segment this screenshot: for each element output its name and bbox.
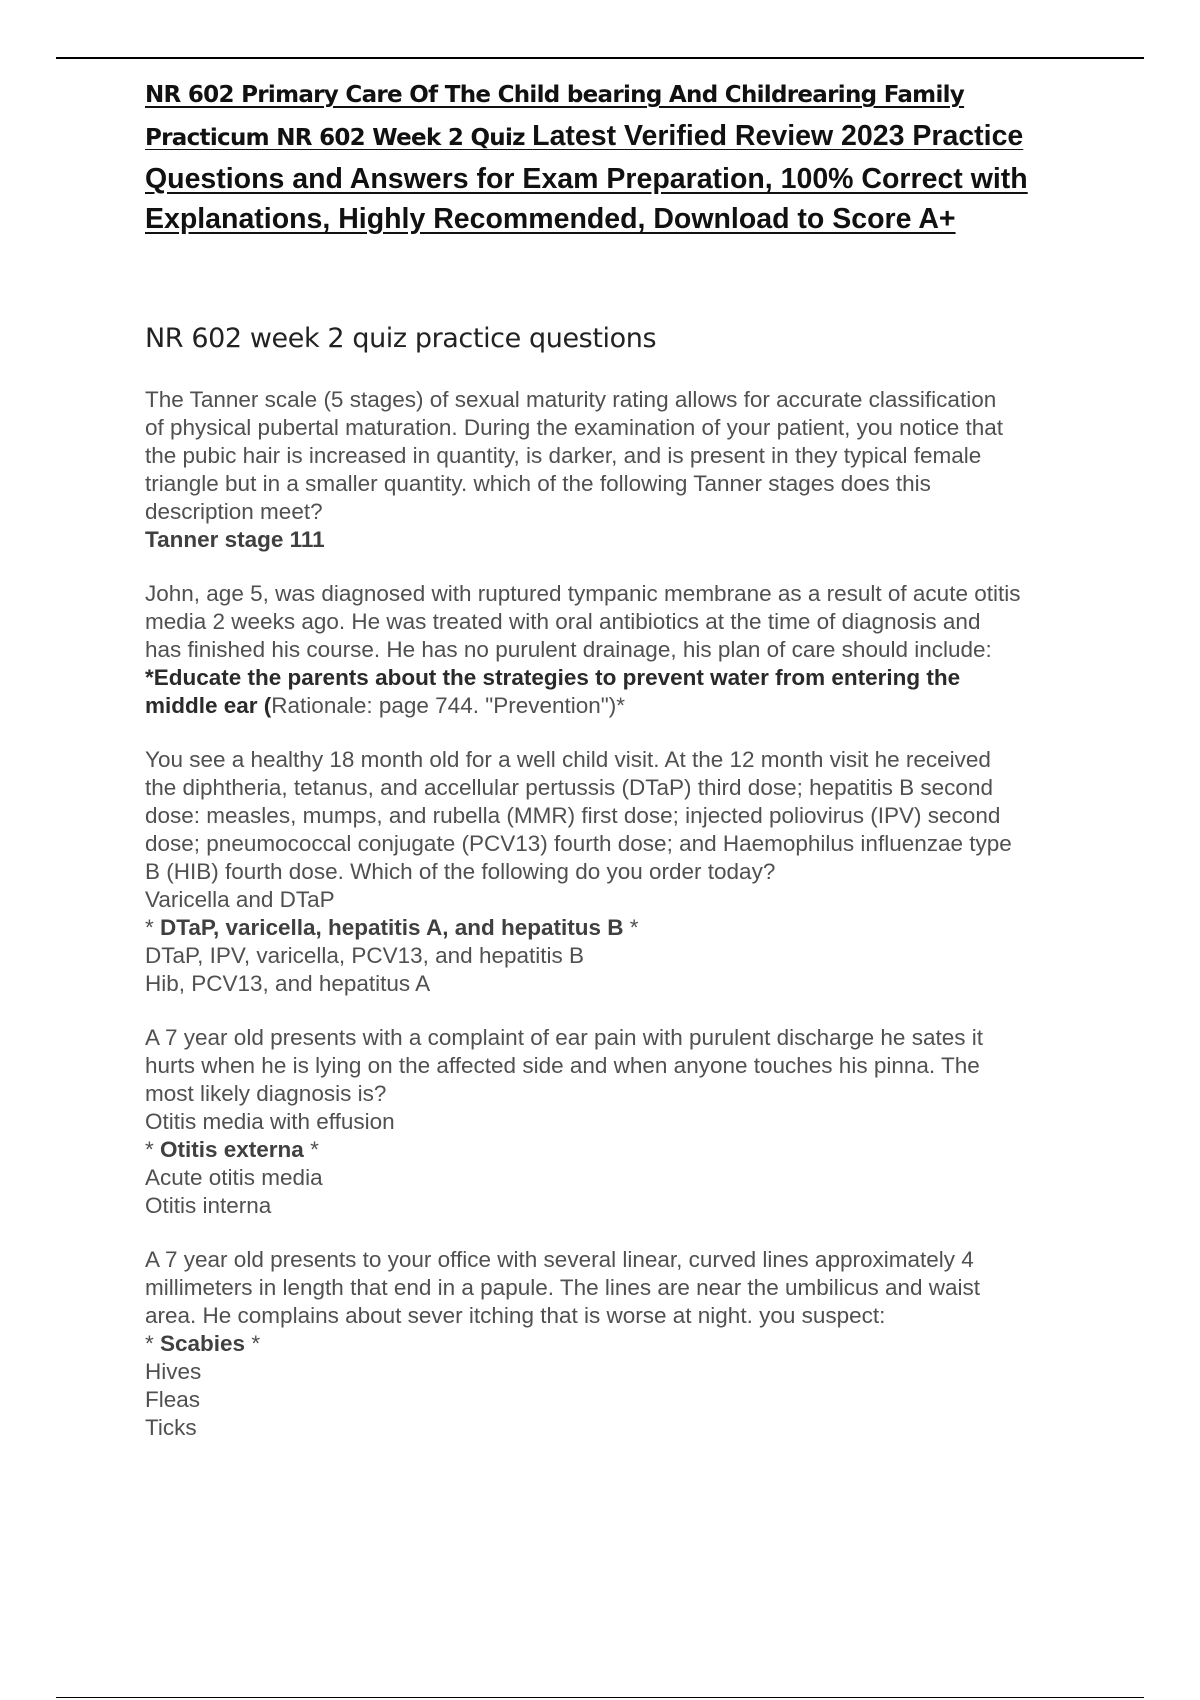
correct-answer-text: DTaP, varicella, hepatitis A, and hepatitus B	[160, 915, 624, 940]
question-text: most likely diagnosis is?	[145, 1081, 387, 1106]
question-text: has finished his course. He has no purulent drainage, his plan of care should include:	[145, 637, 992, 662]
answer-marker: *	[145, 1331, 161, 1356]
question-text: media 2 weeks ago. He was treated with oral antibiotics at the time of diagnosis and	[145, 609, 981, 634]
top-rule	[56, 57, 1144, 59]
questions-body	[145, 386, 1105, 1468]
correct-answer-text: Scabies	[160, 1331, 246, 1356]
answer-option: DTaP, IPV, varicella, PCV13, and hepatitis B	[145, 943, 585, 968]
question-1	[145, 386, 1105, 554]
question-text: dose; pneumococcal conjugate (PCV13) fourth dose; and Haemophilus influenzae type	[145, 831, 1012, 856]
correct-answer-option	[145, 1330, 1105, 1358]
question-text: B (HIB) fourth dose. Which of the following do you order today?	[145, 859, 776, 884]
question-2	[145, 580, 1105, 720]
question-text: description meet?	[145, 499, 323, 524]
question-text: John, age 5, was diagnosed with ruptured tympanic membrane as a result of acute otitis	[145, 581, 1021, 606]
title-line-2a: Practicum NR 602 Week 2 Quiz	[145, 125, 533, 151]
question-text: A 7 year old presents to your office with several linear, curved lines approximately 4	[145, 1247, 974, 1272]
answer-option: Hib, PCV13, and hepatitus A	[145, 971, 431, 996]
bottom-rule	[56, 1697, 1144, 1698]
correct-answer-cont	[145, 692, 1105, 720]
answer-option: Fleas	[145, 1387, 201, 1412]
answer-option: Otitis media with effusion	[145, 1109, 395, 1134]
question-3	[145, 746, 1105, 998]
correct-answer-text: Otitis externa	[160, 1137, 304, 1162]
section-heading: NR 602 week 2 quiz practice questions	[145, 323, 657, 354]
title-line-2b: Latest Verified Review 2023 Practice	[532, 120, 1024, 152]
answer-marker: *	[303, 1137, 319, 1162]
title-line-2	[145, 116, 1105, 159]
correct-answer: Tanner stage 111	[145, 527, 325, 552]
answer-option: Hives	[145, 1359, 202, 1384]
title-line-1: NR 602 Primary Care Of The Child bearing And Childrearing Family	[145, 82, 965, 108]
question-text: dose: measles, mumps, and rubella (MMR) first dose; injected poliovirus (IPV) second	[145, 803, 1001, 828]
answer-option: Acute otitis media	[145, 1165, 323, 1190]
question-text: You see a healthy 18 month old for a well child visit. At the 12 month visit he received	[145, 747, 991, 772]
question-text: the diphtheria, tetanus, and accellular pertussis (DTaP) third dose; hepatitis B second	[145, 775, 993, 800]
question-text: triangle but in a smaller quantity. which of the following Tanner stages does this	[145, 471, 931, 496]
answer-option: Ticks	[145, 1415, 197, 1440]
question-text: The Tanner scale (5 stages) of sexual maturity rating allows for accurate classification	[145, 387, 997, 412]
title-line-3: Questions and Answers for Exam Preparation, 100% Correct with	[145, 163, 1028, 195]
correct-answer-option	[145, 914, 1105, 942]
answer-option: Otitis interna	[145, 1193, 272, 1218]
question-text: the pubic hair is increased in quantity, is darker, and is present in they typical female	[145, 443, 982, 468]
answer-marker: *	[623, 915, 639, 940]
question-5	[145, 1246, 1105, 1442]
answer-marker: *	[145, 915, 161, 940]
answer-marker: *	[245, 1331, 261, 1356]
question-4	[145, 1024, 1105, 1220]
question-text: of physical pubertal maturation. During the examination of your patient, you notice that	[145, 415, 1003, 440]
question-text: hurts when he is lying on the affected side and when anyone touches his pinna. The	[145, 1053, 980, 1078]
answer-option: Varicella and DTaP	[145, 887, 335, 912]
correct-answer-option	[145, 1136, 1105, 1164]
answer-bold-part: middle ear (	[145, 693, 272, 718]
answer-marker: *	[145, 1137, 161, 1162]
question-text: millimeters in length that end in a papule. The lines are near the umbilicus and waist	[145, 1275, 981, 1300]
question-text: area. He complains about sever itching that is worse at night. you suspect:	[145, 1303, 886, 1328]
question-text: A 7 year old presents with a complaint of ear pain with purulent discharge he sates it	[145, 1025, 983, 1050]
document-title	[145, 74, 1105, 239]
correct-answer: *Educate the parents about the strategies to prevent water from entering the	[145, 665, 961, 690]
title-line-4: Explanations, Highly Recommended, Download to Score A+	[145, 203, 956, 235]
answer-rationale: Rationale: page 744. "Prevention")*	[271, 693, 626, 718]
